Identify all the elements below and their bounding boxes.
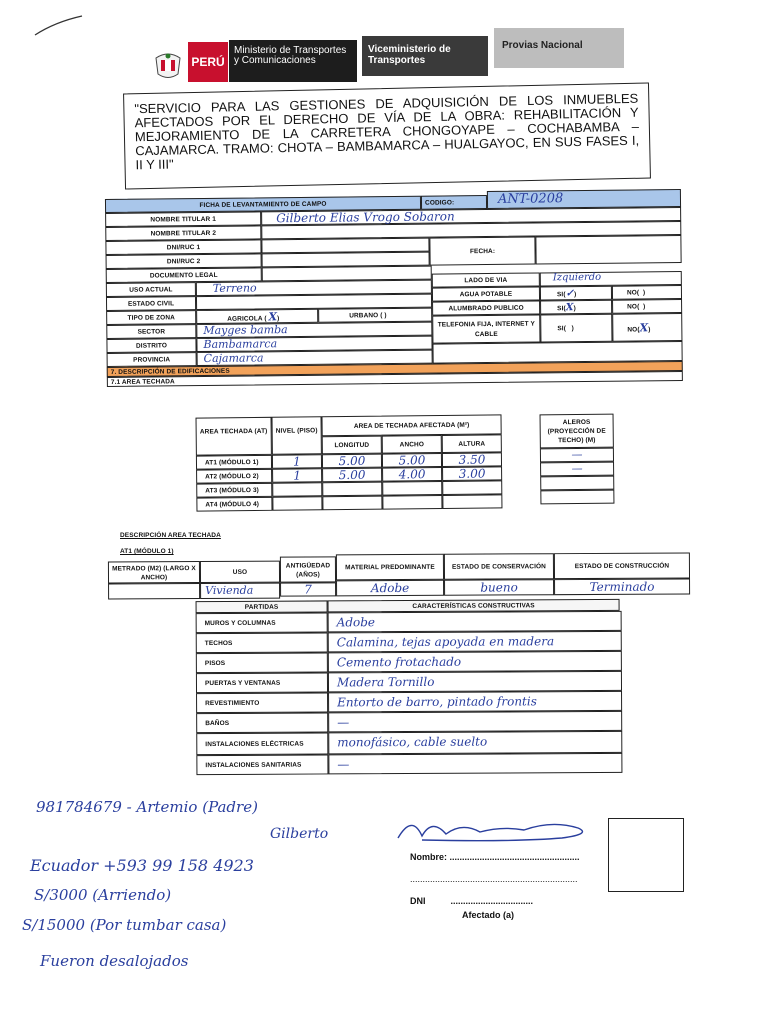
agricola-option: AGRICOLA ( X) [196,309,318,324]
partida-label: INSTALACIONES SANITARIAS [196,754,328,775]
antiguedad-header: ANTIGÜEDAD (AÑOS) [280,556,336,582]
lado-via-label: LADO DE VIA [432,272,540,287]
project-title: "SERVICIO PARA LAS GESTIONES DE ADQUISICIÓN DE LOS INMUEBLES AFECTADOS POR EL DERECHO DE VÍA DE LA OBRA: REHABILITACIÓN Y MEJORAMIENTO DE LA CARRETERA CHONGOYAPE – COCHABAMBA – CAJAMARCA. TRAMO: CHOTA – BAMBAMARCA – HUALGAYOC, EN SUS FASES I, II Y III" [123,83,651,190]
partida-value: Madera Tornillo [328,671,622,693]
signature-line: ................................................................... [410,874,578,884]
note-desalojados: Fueron desalojados [40,952,189,970]
agua-si: SI(✓) [540,286,612,301]
descripcion-title: DESCRIPCIÓN AREA TECHADA [120,532,221,539]
dniruc2-label: DNI/RUC 2 [106,253,262,269]
note-phone: 981784679 - Artemio (Padre) [36,798,258,816]
provincia-value: Cajamarca [197,350,433,366]
agua-no: NO( ) [612,285,682,300]
altura-header: ALTURA [442,434,502,453]
provincia-label: PROVINCIA [107,352,197,367]
ancho-header: ANCHO [382,435,442,454]
signature [392,808,602,852]
area-table [196,414,503,513]
sector-label: SECTOR [106,324,196,339]
telefonia-no: NO(X) [612,313,682,342]
fecha-value [535,235,681,265]
dni-label-text: DNI [410,896,426,906]
coat-of-arms-icon [152,50,184,82]
aleros-value: — [540,462,614,477]
aleros-value: — [540,448,614,463]
field-form [105,193,683,403]
no-text: NO( [626,289,640,297]
section-71-heading: 7.1 AREA TECHADA [107,371,683,387]
area-row-label: AT1 (MÓDULO 1) [196,455,272,470]
vice-ministry-label: Viceministerio de Transportes [362,36,488,76]
conservacion-header: ESTADO DE CONSERVACIÓN [444,553,554,580]
area-header: AREA TECHADA (AT) [196,417,272,456]
descripcion-modulo: AT1 (MÓDULO 1) [120,548,174,555]
note-gilberto: Gilberto [270,826,329,842]
construccion-header: ESTADO DE CONSTRUCCIÓN [554,552,690,579]
area-row-label: AT2 (MÓDULO 2) [196,469,272,484]
partida-label: PUERTAS Y VENTANAS [196,672,328,693]
agricola-check: X [268,310,278,324]
distrito-value: Bambamarca [196,336,432,352]
area-row-ancho [382,481,442,496]
material-header: MATERIAL PREDOMINANTE [336,554,444,581]
area-row-ancho [382,495,442,510]
peru-badge: PERÚ [188,42,228,82]
alumbrado-label: ALUMBRADO PUBLICO [432,300,540,315]
dniruc1-label: DNI/RUC 1 [105,239,261,255]
no-text: NO( [627,303,640,311]
area-row-longitud [322,482,382,497]
area-row-nivel: 1 [272,468,322,483]
partida-label: REVESTIMIENTO [196,692,328,713]
aleros-value [540,490,614,505]
afectado-label: Afectado (a) [462,910,515,920]
uso-actual-value: Terreno [196,280,432,296]
conservacion-value: bueno [444,579,554,596]
si-text: SI( [557,305,566,313]
area-row-nivel [272,482,322,497]
area-row-nivel: 1 [272,454,322,469]
urbano-option: URBANO ( ) [318,308,432,323]
partidas-table [196,599,627,777]
area-row-longitud: 5.00 [322,468,382,483]
construccion-value: Terminado [554,578,690,595]
agua-check: ✓ [565,288,575,300]
aleros-header: ALEROS (PROYECCIÓN DE TECHO) (M) [540,414,614,449]
partida-value: Adobe [328,611,622,633]
alumbrado-si: SI(X) [540,300,612,315]
form-heading: FICHA DE LEVANTAMIENTO DE CAMPO [105,196,421,213]
partida-label: TECHOS [196,632,328,653]
telefonia-label: TELEFONIA FIJA, INTERNET Y CABLE [432,314,540,343]
partida-label: MUROS Y COLUMNAS [196,612,328,633]
nombre-label-text: Nombre: [410,852,448,862]
ministry-label: Ministerio de Transportes y Comunicaciones [229,40,357,82]
dni-label: DNI ................................. [410,896,534,906]
area-row-longitud [322,496,382,511]
area-row-label: AT3 (MÓDULO 3) [196,483,272,498]
area-row-ancho: 4.00 [382,467,442,482]
partida-value: Entorto de barro, pintado frontis [328,691,622,713]
documento-legal-label: DOCUMENTO LEGAL [106,267,262,283]
descripcion-table [108,552,690,599]
nivel-header: NIVEL (PISO) [272,416,322,455]
metrado-value [108,583,200,599]
area-row-altura [442,480,502,495]
aleros-table [540,414,615,507]
uso-actual-label: USO ACTUAL [106,282,196,297]
estado-civil-label: ESTADO CIVIL [106,296,196,311]
nombre-label: Nombre: .................................................... [410,852,580,862]
blank-cell [432,341,682,364]
note-tumbar: S/15000 (Por tumbar casa) [22,916,227,934]
agency-label: Provias Nacional [494,28,624,68]
partidas-header: PARTIDAS [196,600,328,613]
uso-value: Vivienda [200,583,280,599]
caracteristicas-header: CARACTERÍSTICAS CONSTRUCTIVAS [328,599,620,613]
codigo-value: ANT-0208 [487,189,681,209]
titular1-value: Gilberto Elias Vrogo Sobaron [261,207,681,225]
note-ecuador: Ecuador +593 99 158 4923 [30,856,254,875]
tipo-zona-label: TIPO DE ZONA [106,310,196,325]
section-7-heading: 7. DESCRIPCIÓN DE EDIFICACIONES [107,361,683,377]
partida-value: Cemento frotachado [328,651,622,673]
partida-label: INSTALACIONES ELÉCTRICAS [196,732,328,755]
aleros-value [540,476,614,491]
area-row-altura [442,494,502,509]
agricola-text: AGRICOLA ( [227,315,267,323]
partida-value: Calamina, tejas apoyada en madera [328,631,622,653]
area-row-altura: 3.50 [442,452,502,467]
lado-via-value: Izquierdo [540,271,682,286]
area-row-label: AT4 (MÓDULO 4) [196,497,272,512]
metrado-header: METRADO (M2) (LARGO X ANCHO) [108,561,200,583]
area-row-altura: 3.00 [442,466,502,481]
si-text: SI( [557,325,566,333]
fecha-label: FECHA: [429,237,535,266]
codigo-label: CODIGO: [421,195,487,210]
uso-header: USO [200,561,280,583]
telefonia-check: X [639,321,649,335]
alumbrado-no: NO( ) [612,299,682,314]
area-row-ancho: 5.00 [382,453,442,468]
no-text: NO( [627,326,640,334]
alumbrado-check: X [565,302,574,314]
area-row-nivel [272,496,322,511]
titular2-label: NOMBRE TITULAR 2 [105,225,261,241]
longitud-header: LONGITUD [322,436,382,455]
titular1-label: NOMBRE TITULAR 1 [105,211,261,227]
material-value: Adobe [336,580,444,597]
telefonia-si: SI( ) [540,314,612,343]
area-row-longitud: 5.00 [322,454,382,469]
fingerprint-box [608,818,684,892]
partida-label: BAÑOS [196,712,328,733]
partida-value: — [328,753,622,775]
partida-value: monofásico, cable suelto [328,731,622,755]
partida-label: PISOS [196,652,328,673]
partida-value: — [328,711,622,733]
agua-label: AGUA POTABLE [432,286,540,301]
afectada-header: AREA DE TECHADA AFECTADA (M²) [321,414,501,436]
antiguedad-value: 7 [280,582,336,596]
sector-value: Mayges bamba [196,322,432,338]
note-arriendo: S/3000 (Arriendo) [34,886,172,904]
pen-mark [30,10,90,40]
distrito-label: DISTRITO [106,338,196,353]
si-text: SI( [556,291,566,299]
